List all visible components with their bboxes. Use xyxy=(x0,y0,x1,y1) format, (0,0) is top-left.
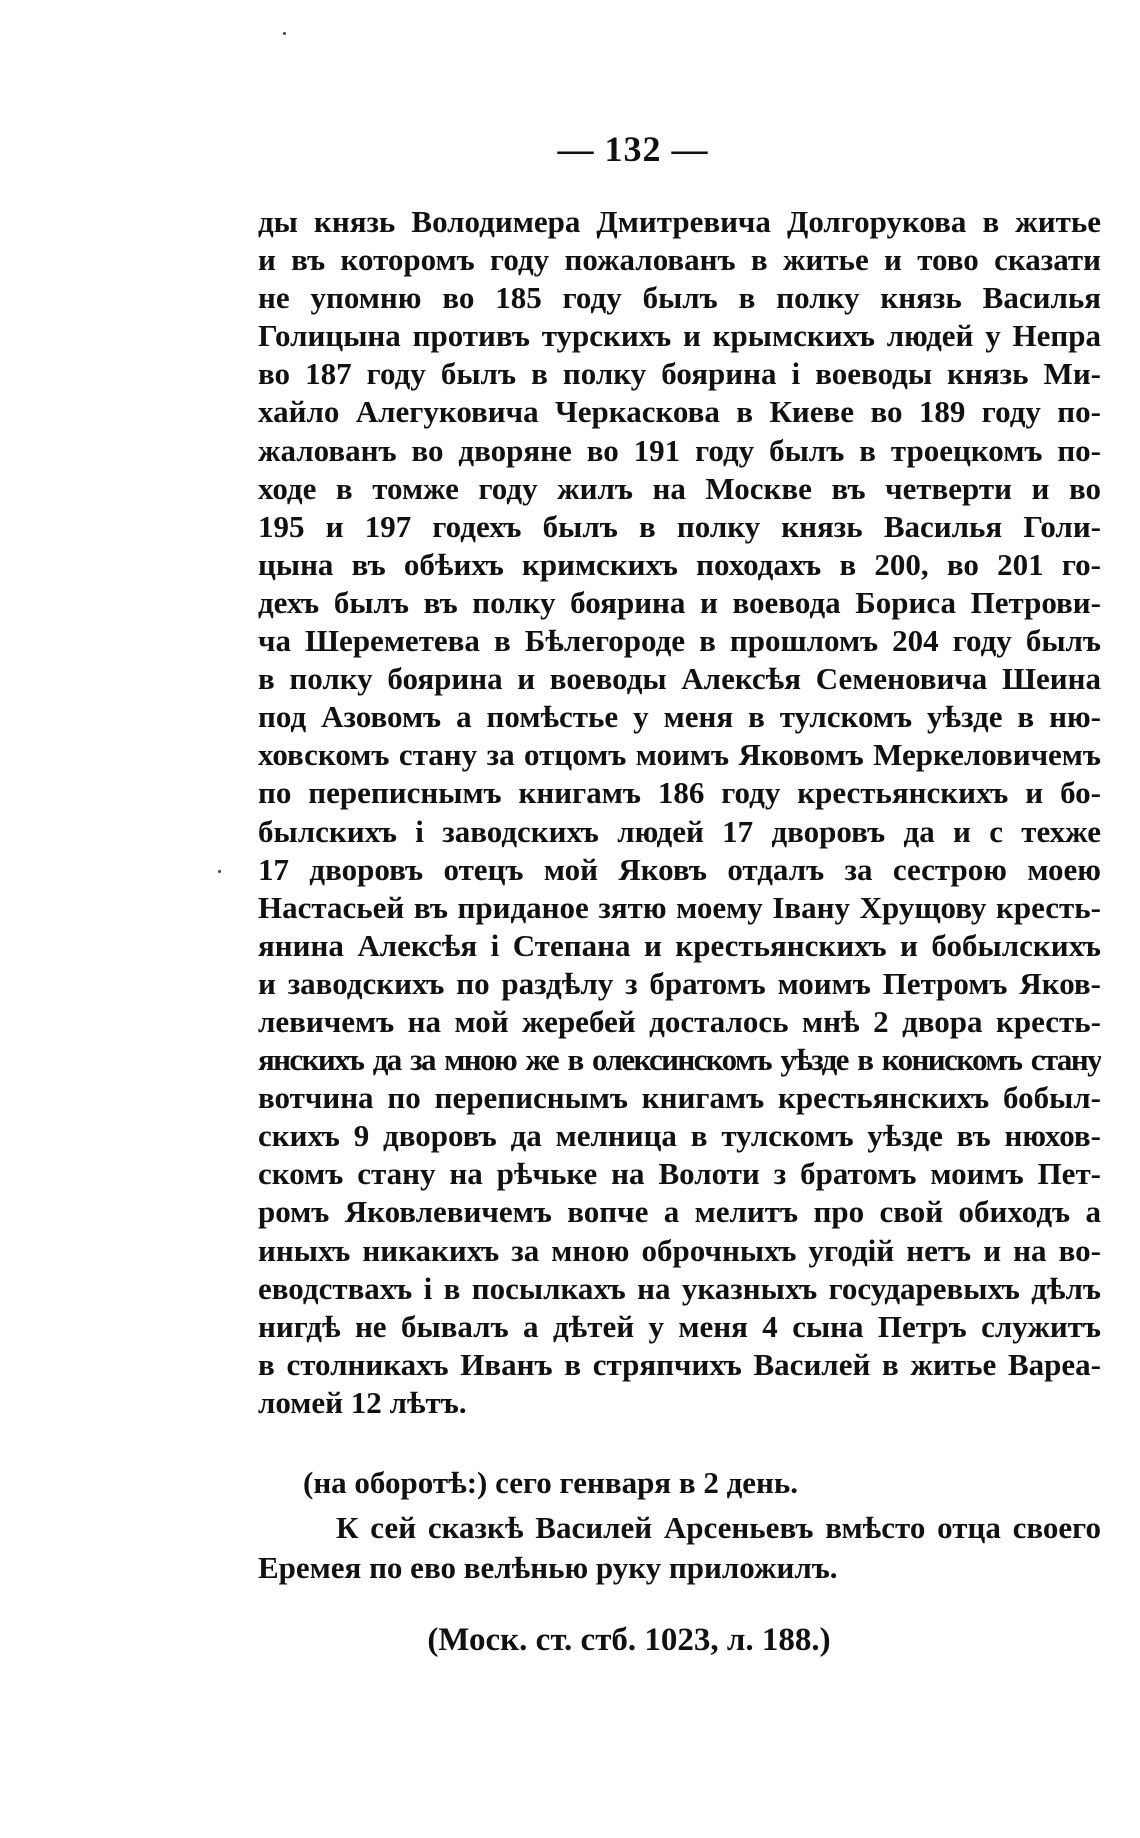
body-line: нигдѣ не бывалъ а дѣтей у меня 4 сына Петръ служитъ xyxy=(258,1308,1101,1344)
body-line: 17 дворовъ отецъ мой Яковъ отдалъ за сестрою моею xyxy=(258,851,1101,887)
body-line: Голицына противъ турскихъ и крымскихъ людей у Непра xyxy=(258,318,1101,354)
body-line: жалованъ во дворяне во 191 году былъ в троецкомъ по- xyxy=(258,432,1101,468)
signature-line: Еремея по ево велѣнью руку приложилъ. xyxy=(258,1550,838,1585)
body-line: еводствахъ і в посылкахъ на указныхъ государевыхъ дѣлъ xyxy=(258,1270,1101,1306)
page-number: — 132 — xyxy=(557,129,709,169)
body-line: скомъ стану на рѣчьке на Волоти з братомъ моимъ Пет- xyxy=(258,1156,1101,1192)
body-text xyxy=(258,203,1101,1422)
signature-line: К сей сказкѣ Василей Арсеньевъ вмѣсто отца своего xyxy=(336,1510,1101,1545)
body-line: дехъ былъ въ полку боярина и воевода Бориса Петрови- xyxy=(258,584,1101,620)
note-line: (на оборотѣ:) сего генваря в 2 день. xyxy=(303,1465,799,1500)
signature-note xyxy=(258,1508,1101,1588)
body-line: вотчина по переписнымъ книгамъ крестьянскихъ бобыл- xyxy=(258,1080,1101,1116)
body-line: скихъ 9 дворовъ да мелница в тулскомъ уѣзде въ нюхов- xyxy=(258,1118,1101,1154)
body-line: под Азовомъ а помѣстье у меня в тулскомъ уѣзде в ню- xyxy=(258,699,1101,735)
body-line: Настасьей въ приданое зятю моему Івану Хрущову кресть- xyxy=(258,889,1101,925)
reverse-side-note xyxy=(258,1463,1101,1503)
body-line: в столникахъ Иванъ в стряпчихъ Василей в житье Вареа- xyxy=(258,1346,1101,1382)
body-line: и въ которомъ году пожалованъ в житье и тово сказати xyxy=(258,242,1101,278)
print-speck xyxy=(283,32,286,35)
body-line: янина Алексѣя і Степана и крестьянскихъ и бобылскихъ xyxy=(258,927,1101,963)
body-line: 195 и 197 годехъ былъ в полку князь Василья Голи- xyxy=(258,508,1101,544)
body-line: цына въ обѣихъ кримскихъ походахъ в 200, во 201 го- xyxy=(258,546,1101,582)
body-line: ховскомъ стану за отцомъ моимъ Яковомъ Меркеловичемъ xyxy=(258,737,1101,773)
body-line: не упомню во 185 году былъ в полку князь Василья xyxy=(258,280,1101,316)
body-line: ды князь Володимера Дмитревича Долгорукова в житье xyxy=(258,204,1101,239)
body-line: ромъ Яковлевичемъ вопче а мелитъ про свой обиходъ а xyxy=(258,1194,1101,1230)
body-line: в полку боярина и воеводы Алексѣя Семеновича Шеина xyxy=(258,661,1101,697)
body-line: янскихъ да за мною же в олексинскомъ уѣзде в конискомъ стану xyxy=(258,1042,1101,1078)
body-line: ча Шереметева в Бѣлегороде в прошломъ 204 году былъ xyxy=(258,623,1101,659)
body-line: былскихъ і заводскихъ людей 17 дворовъ да и с техже xyxy=(258,813,1101,849)
body-line: левичемъ на мой жеребей досталось мнѣ 2 двора кресть- xyxy=(258,1003,1101,1039)
print-speck xyxy=(218,870,221,873)
body-line: хайло Алегуковича Черкаскова в Киеве во 189 году по- xyxy=(258,394,1101,430)
body-line: иныхъ никакихъ за мною оброчныхъ угодій нетъ и на во- xyxy=(258,1232,1101,1268)
body-line: ходе в томже году жилъ на Москве въ четверти и во xyxy=(258,470,1101,506)
body-line: и заводскихъ по раздѣлу з братомъ моимъ Петромъ Яков- xyxy=(258,965,1101,1001)
body-line: ломей 12 лѣтъ. xyxy=(258,1384,467,1420)
body-line: во 187 году былъ в полку боярина і воеводы князь Ми- xyxy=(258,356,1101,392)
body-line: по переписнымъ книгамъ 186 году крестьянскихъ и бо- xyxy=(258,775,1101,811)
archive-reference: (Моск. ст. стб. 1023, л. 188.) xyxy=(427,1622,831,1658)
